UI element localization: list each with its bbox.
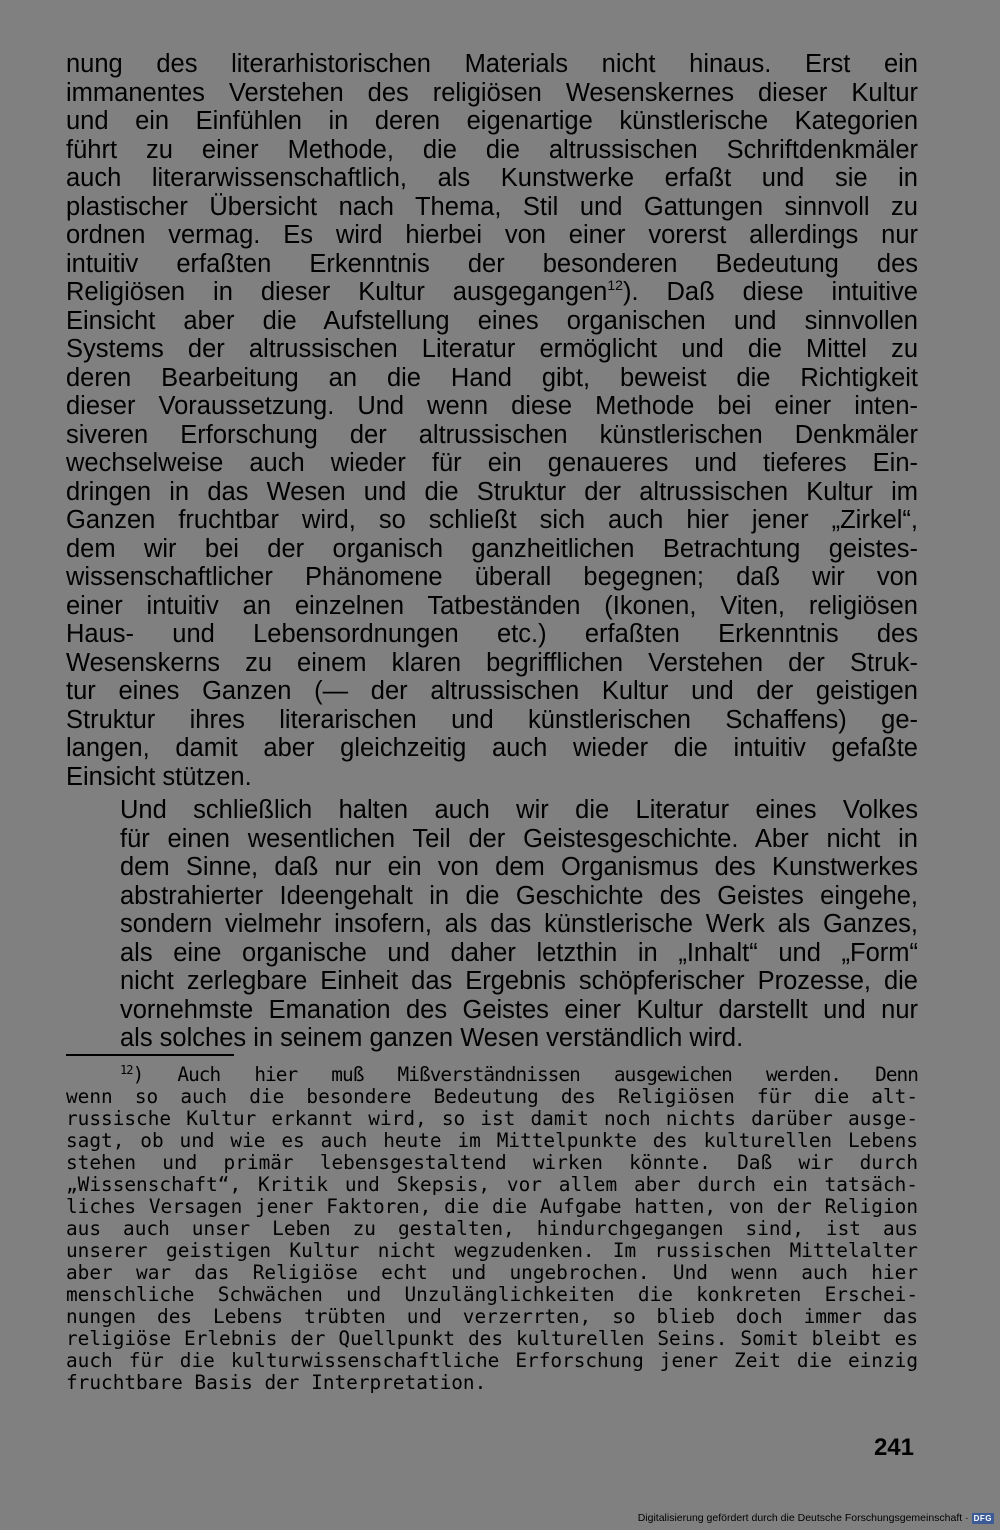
footnote-line: stehen und primär lebensgestaltend wirken könnte. Daß wir durch: [66, 1151, 918, 1174]
footnote-reference: 12: [607, 277, 623, 293]
footnote-line: „Wissenschaft“, Kritik und Skepsis, vor allem aber durch ein tatsäch-: [66, 1173, 918, 1196]
body-paragraph-2: [66, 796, 918, 1053]
footnote-line: liches Versagen jener Faktoren, die die Aufgabe hatten, von der Religion: [66, 1195, 918, 1218]
text-line: Einsicht aber die Aufstellung eines organischen und sinnvollen: [66, 306, 918, 335]
footnote-line: sagt, ob und wie es auch heute im Mittelpunkte des kulturellen Lebens: [66, 1129, 918, 1152]
text-line: führt zu einer Methode, die die altrussischen Schriftdenkmäler: [66, 135, 918, 164]
footnote-line: nungen des Lebens trübten und verzerrten, so blieb doch immer das: [66, 1305, 918, 1328]
text-line: deren Bearbeitung an die Hand gibt, beweist die Richtigkeit: [66, 363, 918, 392]
text-line: vornehmste Emanation des Geistes einer Kultur darstellt und nur: [120, 995, 918, 1024]
text-line: sondern vielmehr insofern, als das künstlerische Werk als Ganzes,: [120, 910, 918, 938]
footnote-line: aus auch unser Leben zu gestalten, hindurchgegangen sind, ist aus: [66, 1217, 918, 1240]
text-line: Systems der altrussischen Literatur ermöglicht und die Mittel zu: [66, 335, 918, 363]
text-line: auch literarwissenschaftlich, als Kunstwerke erfaßt und sie in: [66, 164, 918, 192]
text-line: dem Sinne, daß nur ein von dem Organismus des Kunstwerkes: [120, 853, 918, 881]
text-segment: Religiösen in dieser Kultur ausgegangen: [66, 278, 608, 306]
text-line: und ein Einfühlen in deren eigenartige künstlerische Kategorien: [66, 107, 918, 135]
footnote-line: wenn so auch die besondere Bedeutung des Religiösen für die alt-: [66, 1085, 918, 1108]
text-line: wechselweise auch wieder für ein genaueres und tieferes Ein-: [66, 449, 918, 477]
text-line: als solches in seinem ganzen Wesen verständlich wird.: [120, 1024, 744, 1052]
text-line: immanentes Verstehen des religiösen Wesenskernes dieser Kultur: [66, 78, 918, 107]
text-line: ordnen vermag. Es wird hierbei von einer vorerst allerdings nur: [66, 221, 918, 249]
text-line: Einsicht stützen.: [66, 762, 252, 791]
text-line: plastischer Übersicht nach Thema, Stil und Gattungen sinnvoll zu: [66, 192, 918, 221]
text-line: nicht zerlegbare Einheit das Ergebnis schöpferischer Prozesse, die: [120, 967, 918, 995]
text-line: intuitiv erfaßten Erkenntnis der besonderen Bedeutung des: [66, 249, 918, 278]
text-line: [66, 278, 918, 307]
footnote-mark: 12: [120, 1063, 133, 1077]
body-paragraph-1: [66, 50, 918, 791]
text-line: langen, damit aber gleichzeitig auch wieder die intuitiv gefaßte: [66, 734, 918, 762]
text-line: siveren Erforschung der altrussischen künstlerischen Denkmäler: [66, 420, 918, 449]
page-number: 241: [873, 1434, 914, 1461]
text-line: abstrahierter Ideengehalt in die Geschichte des Geistes eingehe,: [120, 881, 918, 910]
credit-text: Digitalisierung gefördert durch die Deutsche Forschungsgemeinschaft ·: [637, 1512, 969, 1524]
text-segment: ). Daß diese intuitive: [622, 278, 918, 306]
text-line: wissenschaftlicher Phänomene überall begegnen; daß wir von: [66, 563, 918, 591]
text-line: Haus- und Lebensordnungen etc.) erfaßten Erkenntnis des: [66, 620, 918, 648]
text-line: Und schließlich halten auch wir die Literatur eines Volkes: [120, 796, 918, 824]
text-line: dringen in das Wesen und die Struktur der altrussischen Kultur im: [66, 477, 918, 506]
text-line: als eine organische und daher letzthin in „Inhalt“ und „Form“: [120, 938, 918, 967]
text-line: nung des literarhistorischen Materials nicht hinaus. Erst ein: [66, 50, 918, 78]
footnote-line: russische Kultur erkannt wird, so ist damit noch nichts darüber ausge-: [66, 1107, 918, 1130]
footnote-rule: [66, 1054, 234, 1056]
footnote-line: religiöse Erlebnis der Quellpunkt des kulturellen Seins. Somit bleibt es: [66, 1327, 918, 1350]
text-line: tur eines Ganzen (— der altrussischen Kultur und der geistigen: [66, 677, 918, 705]
footnote: [66, 1064, 918, 1394]
text-line: dem wir bei der organisch ganzheitlichen Betrachtung geistes-: [66, 534, 918, 563]
text-line: Ganzen fruchtbar wird, so schließt sich auch hier jener „Zirkel“,: [66, 506, 918, 534]
footnote-line: aber war das Religiöse echt und ungebrochen. Und wenn auch hier: [66, 1261, 918, 1284]
footnote-line: [66, 1064, 918, 1086]
text-line: für einen wesentlichen Teil der Geistesgeschichte. Aber nicht in: [120, 824, 918, 853]
dfg-logo: DFG: [973, 1513, 992, 1523]
text-line: einer intuitiv an einzelnen Tatbeständen (Ikonen, Viten, religiösen: [66, 591, 918, 620]
text-line: Wesenskerns zu einem klaren begrifflichen Verstehen der Struk-: [66, 648, 918, 677]
digitization-credit: [638, 1512, 994, 1524]
footnote-line: fruchtbare Basis der Interpretation.: [66, 1371, 487, 1394]
footnote-line: unserer geistigen Kultur nicht wegzudenken. Im russischen Mittelalter: [66, 1239, 918, 1262]
text-line: Struktur ihres literarischen und künstlerischen Schaffens) ge-: [66, 705, 918, 734]
footnote-text: ) Auch hier muß Mißverständnissen ausgewichen werden. Denn: [132, 1063, 918, 1086]
footnote-line: auch für die kulturwissenschaftliche Erforschung jener Zeit die einzig: [66, 1349, 918, 1372]
text-line: dieser Voraussetzung. Und wenn diese Methode bei einer inten-: [66, 392, 918, 420]
footnote-line: menschliche Schwächen und Unzulänglichkeiten die konkreten Erschei-: [66, 1283, 918, 1306]
